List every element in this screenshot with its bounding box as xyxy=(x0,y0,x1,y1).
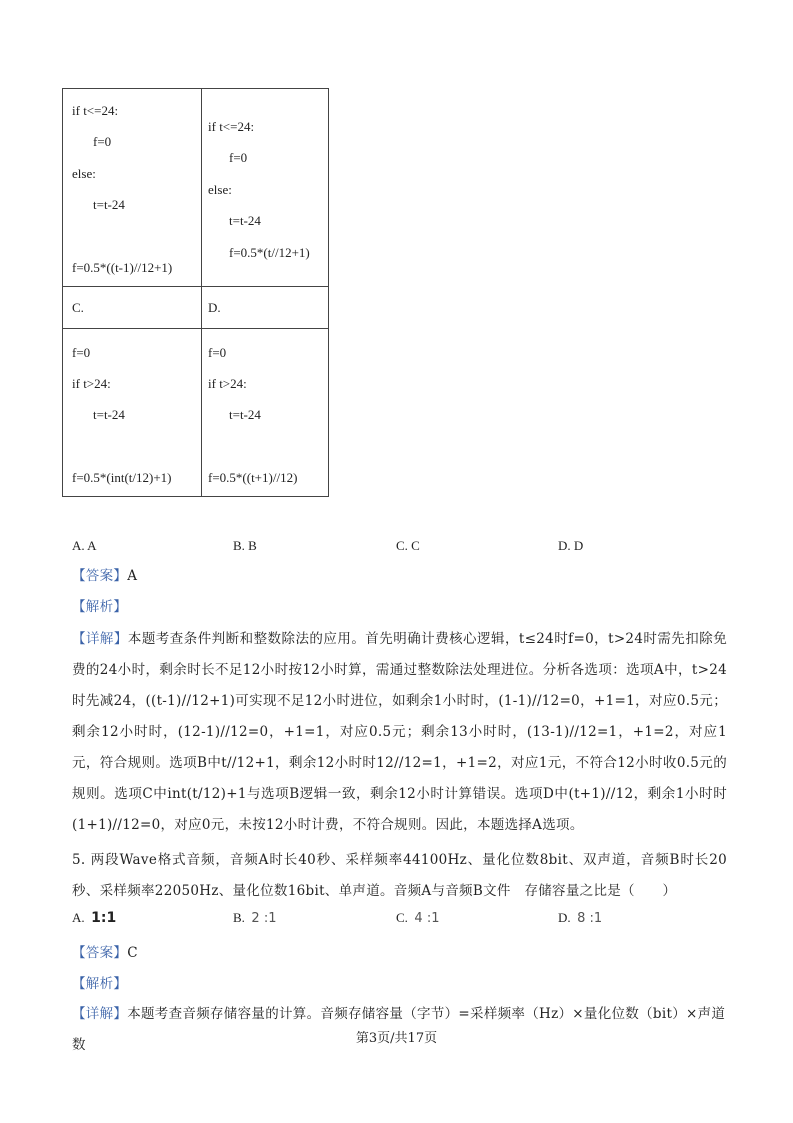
code-line: t=t-24 xyxy=(93,407,125,422)
q4-option-a[interactable]: A. A xyxy=(72,538,97,553)
q5-option-d[interactable] xyxy=(558,910,602,926)
page-footer: 第3页/共17页 xyxy=(355,1031,438,1046)
code-line: f=0.5*(t//12+1) xyxy=(229,245,310,260)
q4-analysis-heading xyxy=(72,592,727,623)
label-cell-d xyxy=(202,287,329,329)
q4-option-c[interactable]: C. C xyxy=(396,538,420,553)
detail-text: 本题考查音频存储容量的计算。音频存储容量（字节）=采样频率（Hz）×量化位数（bit）×声道数 xyxy=(72,1006,726,1053)
analysis-tag: 【解析】 xyxy=(72,976,128,992)
code-line: if t>24: xyxy=(208,376,247,391)
code-cell-d xyxy=(202,329,329,497)
label-cell-c xyxy=(63,287,202,329)
detail-tag: 【详解】 xyxy=(72,1006,128,1022)
detail-text: 本题考查条件判断和整数除法的应用。首先明确计费核心逻辑，t≤24时f=0，t>24时需先扣除免费的24小时，剩余时长不足12小时按12小时算，需通过整数除法处理进位。分析各选项：选项A中，t>24时先减24，((t-1)//12+1)可实现不足12小时进位，如剩余1小时时，(1-1)//12=0，+1=1，对应0.5元；剩余12小时时，(12-1)//12=0，+1=1，对应0.5元；剩余13小时时，(13-1)//12=1，+1=2，对应1元，符合规则。选项B中t//12+1，剩余12小时时12//12=1，+1=2，对应1元，不符合12小时收0.5元的规则。选项C中int(t/12)+1与选项B逻辑一致，剩余12小时计算错误。选项D中(t+1)//12，剩余1小时时(1+1)//12=0，对应0元，未按12小时计费，不符合规则。因此，本题选择A选项。 xyxy=(72,631,728,833)
q5-option-b[interactable] xyxy=(233,910,276,926)
answer-tag: 【答案】 xyxy=(72,945,128,961)
code-line: if t<=24: xyxy=(208,119,255,134)
code-line: if t<=24: xyxy=(72,103,119,118)
answer-value: A xyxy=(127,568,138,584)
detail-tag: 【详解】 xyxy=(72,631,128,647)
code-line: f=0 xyxy=(93,134,112,149)
code-line: if t>24: xyxy=(72,376,111,391)
code-line: f=0 xyxy=(229,150,248,165)
q4-answer xyxy=(72,561,727,592)
code-line: f=0.5*((t+1)//12) xyxy=(208,470,298,485)
code-line: else: xyxy=(72,166,96,181)
option-label: C. xyxy=(396,910,408,925)
code-line: t=t-24 xyxy=(229,213,261,228)
code-cell-b xyxy=(202,89,329,287)
q4-option-d[interactable]: D. D xyxy=(558,538,584,553)
code-cell-a xyxy=(63,89,202,287)
code-line: f=0.5*(int(t/12)+1) xyxy=(72,470,172,485)
code-line: t=t-24 xyxy=(93,197,125,212)
q4-detail xyxy=(72,624,727,841)
analysis-tag: 【解析】 xyxy=(72,599,128,615)
option-label: D. xyxy=(558,910,571,925)
q5-analysis-heading xyxy=(72,969,727,1000)
option-value: 2 :1 xyxy=(251,911,277,926)
option-label-c: C. xyxy=(72,300,84,315)
option-value: 4 :1 xyxy=(414,911,440,926)
code-line: else: xyxy=(208,182,232,197)
code-line: f=0 xyxy=(72,345,91,360)
code-cell-c xyxy=(63,329,202,497)
option-label-d: D. xyxy=(208,300,221,315)
q5-option-c[interactable] xyxy=(396,910,439,926)
q4-option-b[interactable]: B. B xyxy=(233,538,257,553)
code-options-table xyxy=(62,88,329,497)
q5-stem: 5. 两段Wave格式音频，音频A时长40秒、采样频率44100Hz、量化位数8bit、双声道，音频B时长20秒、采样频率22050Hz、量化位数16bit、单声道。音频A与音频B文件 存储容量之比是（ ） xyxy=(72,852,727,899)
option-label: B. xyxy=(233,910,245,925)
option-value: 1:1 xyxy=(91,910,117,926)
code-line: f=0.5*((t-1)//12+1) xyxy=(72,260,173,275)
option-value: 8 :1 xyxy=(577,911,603,926)
code-line: f=0 xyxy=(208,345,227,360)
answer-tag: 【答案】 xyxy=(72,568,128,584)
answer-value: C xyxy=(127,945,138,961)
q5-option-a[interactable] xyxy=(72,910,116,926)
q5-answer xyxy=(72,938,727,969)
option-label: A. xyxy=(72,910,85,925)
code-line: t=t-24 xyxy=(229,407,261,422)
